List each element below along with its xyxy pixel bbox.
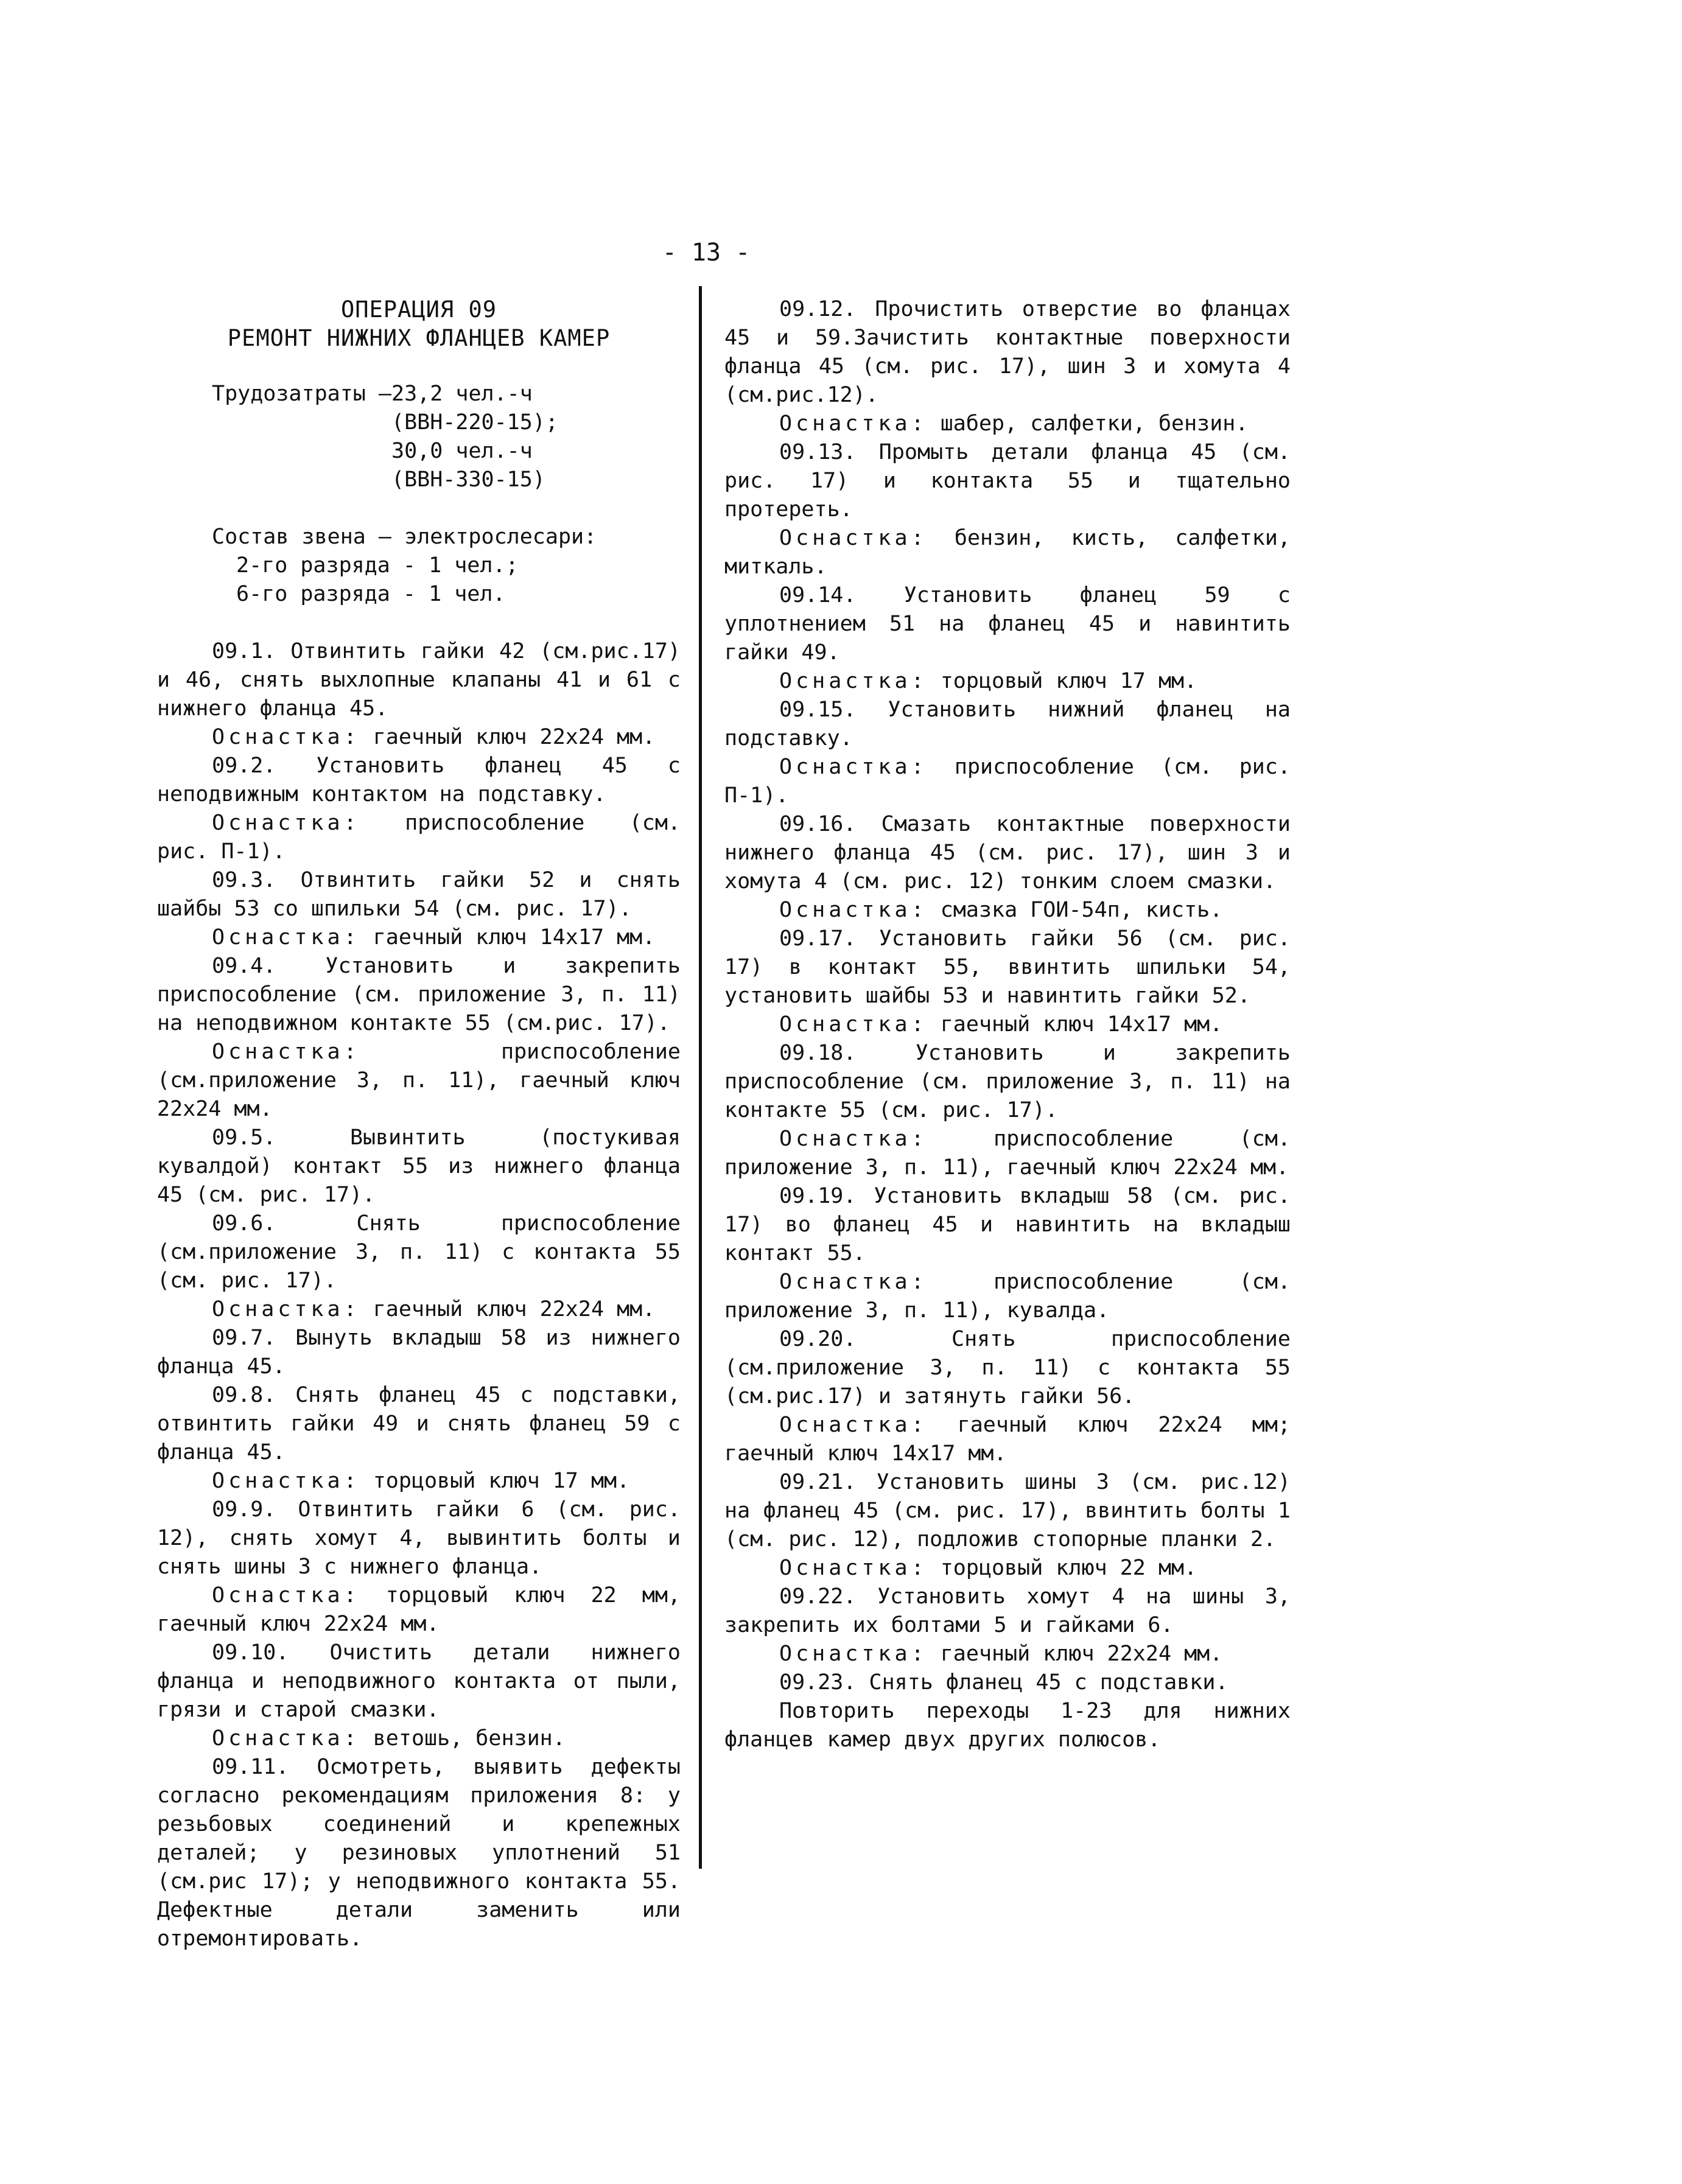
step-tools xyxy=(724,1640,1291,1668)
tools-label: Оснастка: xyxy=(212,1469,360,1493)
tools-label: Оснастка: xyxy=(779,1556,928,1580)
tools-value: смазка ГОИ-54п, кисть. xyxy=(927,898,1223,922)
step-tools xyxy=(724,1010,1291,1039)
step-tools xyxy=(157,723,681,752)
tools-value: гаечный ключ 14х17 мм. xyxy=(360,925,656,950)
labor-value: 23,2 чел.-ч xyxy=(391,382,533,406)
step-text: 09.4. Установить и закрепить приспособление (см. приложение 3, п. 11) на неподвижном контакте 55 (см.рис. 17). xyxy=(157,954,681,1035)
operation-title: РЕМОНТ НИЖНИХ ФЛАНЦЕВ КАМЕР xyxy=(227,325,611,351)
step-text: 09.20. Снять приспособление (см.приложение 3, п. 11) с контакта 55 (см.рис.17) и затянуть гайки 56. xyxy=(724,1327,1291,1409)
step-text: 09.8. Снять фланец 45 с подставки, отвинтить гайки 49 и снять фланец 59 с фланца 45. xyxy=(157,1383,681,1465)
tools-label: Оснастка: xyxy=(212,925,360,950)
step-text: 09.3. Отвинтить гайки 52 и снять шайбы 53 со шпильки 54 (см. рис. 17). xyxy=(157,868,681,921)
labor-costs xyxy=(212,380,681,494)
step-text: 09.17. Установить гайки 56 (см. рис. 17) в контакт 55, ввинтить шпильки 54, установить шайбы 53 и навинтить гайки 52. xyxy=(724,926,1291,1008)
step-text: 09.15. Установить нижний фланец на подставку. xyxy=(724,698,1291,751)
crew-line: 2-го разряда - 1 чел.; xyxy=(236,553,519,578)
tools-value: ветошь, бензин. xyxy=(360,1726,566,1751)
step-text: 09.11. Осмотреть, выявить дефекты согласно рекомендациям приложения 8: у резьбовых соединений и крепежных деталей; у резиновых уплотнений 51 (см.рис 17); у неподвижного контакта 55. Дефектные детали заменить или отремонтировать. xyxy=(157,1755,681,1951)
tools-value: гаечный ключ 22х24 мм. xyxy=(927,1642,1223,1666)
tools-label: Оснастка: xyxy=(779,1270,928,1294)
tools-label: Оснастка: xyxy=(212,1040,360,1064)
left-steps xyxy=(157,637,681,1953)
step-text: 09.14. Установить фланец 59 с уплотнением 51 на фланец 45 и навинтить гайки 49. xyxy=(724,583,1291,665)
step-tools xyxy=(724,896,1291,925)
tools-label: Оснастка: xyxy=(212,725,360,749)
step-text: 09.6. Снять приспособление (см.приложение 3, п. 11) с контакта 55 (см. рис. 17). xyxy=(157,1211,681,1293)
tools-value: приспособление (см. приложение 3, п. 11), гаечный ключ 22х24 мм. xyxy=(724,1127,1291,1180)
step-text: 09.10. Очистить детали нижнего фланца и неподвижного контакта от пыли, грязи и старой смазки. xyxy=(157,1640,681,1722)
tools-value: приспособление (см. рис. П-1). xyxy=(724,755,1291,808)
tools-value: торцовый ключ 17 мм. xyxy=(360,1469,630,1493)
step-tools xyxy=(157,1467,681,1496)
right-steps xyxy=(724,295,1291,1754)
step-tools xyxy=(724,1554,1291,1583)
page-number: - 13 - xyxy=(662,239,751,267)
step-text: 09.23. Снять фланец 45 с подставки. xyxy=(779,1670,1228,1695)
tools-value: гаечный ключ 22х24 мм; гаечный ключ 14х17 мм. xyxy=(724,1413,1291,1466)
step-text: 09.9. Отвинтить гайки 6 (см. рис. 12), снять хомут 4, вывинтить болты и снять шины 3 с нижнего фланца. xyxy=(157,1497,681,1579)
tools-label: Оснастка: xyxy=(212,1583,360,1608)
labor-value: (ВВН-330-15) xyxy=(391,467,545,492)
right-column xyxy=(724,295,1291,1754)
step-tools xyxy=(724,1268,1291,1325)
step-text: 09.12. Прочистить отверстие во фланцах 45 и 59.Зачистить контактные поверхности фланца 45 (см. рис. 17), шин 3 и хомута 4 (см.рис.12). xyxy=(724,297,1291,407)
step-tools xyxy=(724,524,1291,581)
step-text: 09.13. Промыть детали фланца 45 (см. рис. 17) и контакта 55 и тщательно протереть. xyxy=(724,440,1291,522)
tools-value: торцовый ключ 17 мм. xyxy=(927,669,1197,693)
labor-values xyxy=(391,380,558,494)
tools-label: Оснастка: xyxy=(779,1413,928,1437)
tools-value: приспособление (см.приложение 3, п. 11), гаечный ключ 22х24 мм. xyxy=(157,1040,681,1121)
operation-heading: ОПЕРАЦИЯ 09 xyxy=(340,296,497,323)
crew-line: 6-го разряда - 1 чел. xyxy=(236,582,506,606)
step-tools xyxy=(724,1125,1291,1182)
tools-label: Оснастка: xyxy=(779,411,928,436)
step-tools xyxy=(157,923,681,952)
tools-label: Оснастка: xyxy=(779,755,928,779)
step-tools xyxy=(157,1038,681,1124)
step-text: 09.21. Установить шины 3 (см. рис.12) на фланец 45 (см. рис. 17), ввинтить болты 1 (см. рис. 12), подложив стопорные планки 2. xyxy=(724,1470,1291,1552)
tools-value: гаечный ключ 22х24 мм. xyxy=(360,1297,656,1321)
step-tools xyxy=(157,1581,681,1639)
tools-label: Оснастка: xyxy=(779,1127,928,1151)
step-text: 09.5. Вывинтить (постукивая кувалдой) контакт 55 из нижнего фланца 45 (см. рис. 17). xyxy=(157,1125,681,1207)
step-text: 09.22. Установить хомут 4 на шины 3, закрепить их болтами 5 и гайками 6. xyxy=(724,1584,1291,1637)
labor-value: (ВВН-220-15); xyxy=(391,410,558,435)
step-text: 09.16. Смазать контактные поверхности нижнего фланца 45 (см. рис. 17), шин 3 и хомута 4 (см. рис. 12) тонким слоем смазки. xyxy=(724,812,1291,894)
step-tools xyxy=(724,667,1291,696)
step-tools xyxy=(157,1724,681,1753)
tools-value: шабер, салфетки, бензин. xyxy=(927,411,1249,436)
crew-label: Состав звена — электрослесари: xyxy=(212,525,597,549)
step-tools xyxy=(157,1295,681,1324)
tools-label: Оснастка: xyxy=(779,1012,928,1037)
step-text: 09.1. Отвинтить гайки 42 (см.рис.17) и 46, снять выхлопные клапаны 41 и 61 с нижнего фланца 45. xyxy=(157,639,681,721)
tools-value: торцовый ключ 22 мм. xyxy=(927,1556,1197,1580)
left-column xyxy=(157,295,681,1953)
tools-value: гаечный ключ 22х24 мм. xyxy=(360,725,656,749)
step-text: 09.2. Установить фланец 45 с неподвижным контактом на подставку. xyxy=(157,754,681,807)
tools-value: бензин, кисть, салфетки, миткаль. xyxy=(724,526,1291,579)
labor-label: Трудозатраты — xyxy=(212,382,392,406)
step-tools xyxy=(157,809,681,866)
tools-value: торцовый ключ 22 мм, гаечный ключ 22х24 мм. xyxy=(157,1583,681,1636)
step-text: 09.18. Установить и закрепить приспособление (см. приложение 3, п. 11) на контакте 55 (см. рис. 17). xyxy=(724,1041,1291,1122)
tools-label: Оснастка: xyxy=(779,1642,928,1666)
tools-label: Оснастка: xyxy=(212,1726,360,1751)
step-text: Повторить переходы 1-23 для нижних фланцев камер двух других полюсов. xyxy=(724,1699,1291,1752)
column-divider xyxy=(699,286,702,1869)
step-tools xyxy=(724,410,1291,438)
tools-label: Оснастка: xyxy=(779,526,928,550)
tools-label: Оснастка: xyxy=(212,811,360,835)
tools-value: гаечный ключ 14х17 мм. xyxy=(927,1012,1223,1037)
crew-composition xyxy=(212,523,681,609)
labor-value: 30,0 чел.-ч xyxy=(391,439,533,463)
tools-label: Оснастка: xyxy=(212,1297,360,1321)
step-tools xyxy=(724,1411,1291,1468)
tools-label: Оснастка: xyxy=(779,898,928,922)
step-text: 09.19. Установить вкладыш 58 (см. рис. 17) во фланец 45 и навинтить на вкладыш контакт 55. xyxy=(724,1184,1291,1265)
step-tools xyxy=(724,753,1291,810)
step-text: 09.7. Вынуть вкладыш 58 из нижнего фланца 45. xyxy=(157,1326,681,1379)
tools-label: Оснастка: xyxy=(779,669,928,693)
tools-value: приспособление (см. рис. П-1). xyxy=(157,811,681,864)
tools-value: приспособление (см. приложение 3, п. 11), кувалда. xyxy=(724,1270,1291,1323)
